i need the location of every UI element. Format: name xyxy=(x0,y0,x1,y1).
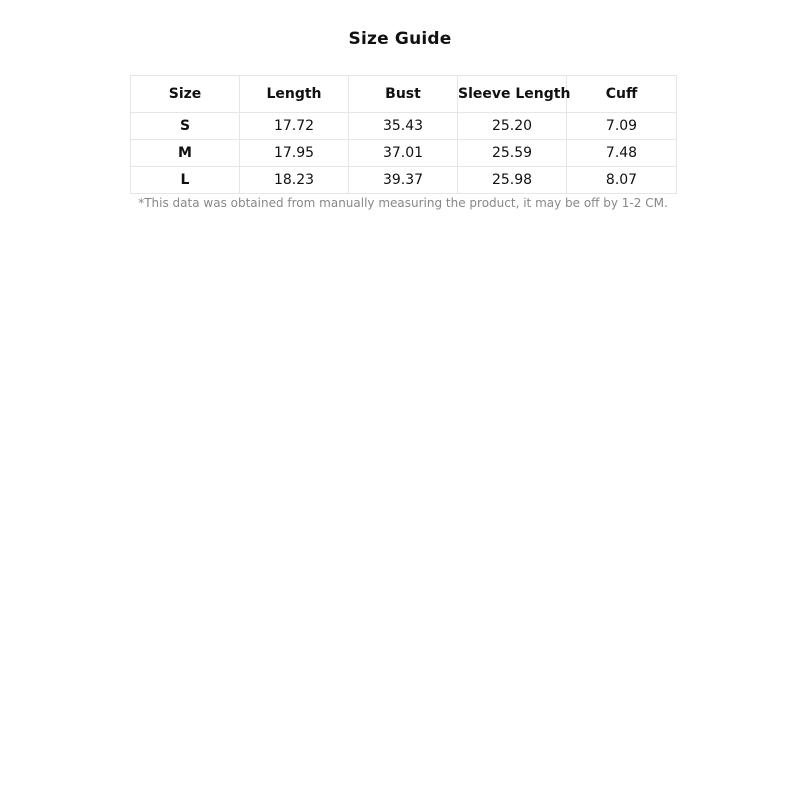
bust-cell: 37.01 xyxy=(349,140,458,167)
cuff-cell: 8.07 xyxy=(567,167,677,194)
length-cell: 17.72 xyxy=(240,113,349,140)
size-cell: L xyxy=(131,167,240,194)
column-header-length: Length xyxy=(240,76,349,113)
sleeve-length-cell: 25.98 xyxy=(458,167,567,194)
length-cell: 18.23 xyxy=(240,167,349,194)
size-cell: M xyxy=(131,140,240,167)
size-table xyxy=(130,75,677,194)
column-header-size: Size xyxy=(131,76,240,113)
column-header-sleeve-length: Sleeve Length xyxy=(458,76,567,113)
table-header-row xyxy=(131,76,677,113)
cuff-cell: 7.09 xyxy=(567,113,677,140)
column-header-cuff: Cuff xyxy=(567,76,677,113)
cuff-cell: 7.48 xyxy=(567,140,677,167)
measurement-note: *This data was obtained from manually measuring the product, it may be off by 1-2 CM. xyxy=(138,196,668,210)
sleeve-length-cell: 25.20 xyxy=(458,113,567,140)
sleeve-length-cell: 25.59 xyxy=(458,140,567,167)
bust-cell: 35.43 xyxy=(349,113,458,140)
page-title: Size Guide xyxy=(348,29,452,49)
table-row xyxy=(131,167,677,194)
table-row xyxy=(131,113,677,140)
column-header-bust: Bust xyxy=(349,76,458,113)
bust-cell: 39.37 xyxy=(349,167,458,194)
table-row xyxy=(131,140,677,167)
size-cell: S xyxy=(131,113,240,140)
length-cell: 17.95 xyxy=(240,140,349,167)
